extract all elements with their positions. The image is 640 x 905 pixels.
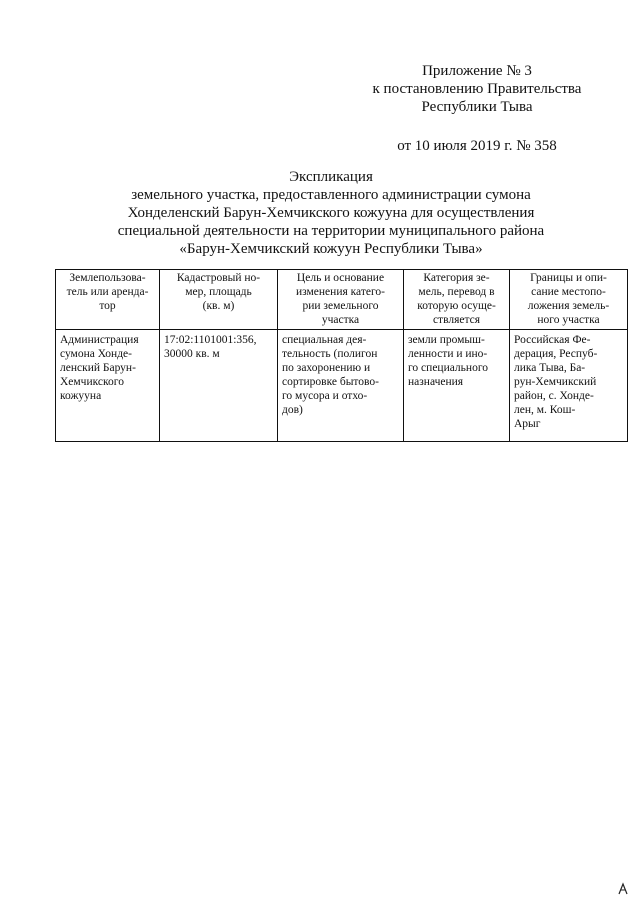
cell-land-category: земли промыш- ленности и ино- го специального назначения bbox=[404, 330, 510, 442]
explication-table bbox=[55, 269, 628, 442]
title-line-2: земельного участка, предоставленного администрации сумона bbox=[131, 187, 531, 203]
appendix-republic: Республики Тыва bbox=[421, 99, 533, 115]
appendix-block bbox=[352, 62, 602, 155]
header-land-category: Категория зе- мель, перевод в которую осуще- ствляется bbox=[404, 270, 510, 330]
cell-purpose: специальная дея- тельность (полигон по захоронению и сортировке бытово- го мусора и отхо- дов) bbox=[278, 330, 404, 442]
title-line-5: «Барун-Хемчикский кожуун Республики Тыва» bbox=[179, 241, 483, 257]
appendix-number: Приложение № 3 bbox=[422, 63, 532, 79]
table-row bbox=[56, 330, 628, 442]
corner-mark-icon bbox=[617, 882, 629, 896]
cell-land-user: Администрация сумона Хонде- ленский Барун- Хемчикского кожууна bbox=[56, 330, 160, 442]
table-header-row bbox=[56, 270, 628, 330]
header-boundaries: Границы и опи- сание местопо- ложения земель- ного участка bbox=[510, 270, 628, 330]
cell-cadastral-number: 17:02:1101001:356, 30000 кв. м bbox=[160, 330, 278, 442]
cell-boundaries: Российская Фе- дерация, Респуб- лика Тыва, Ба- рун-Хемчикский район, с. Хонде- лен, м. Кош- Арыг bbox=[510, 330, 628, 442]
title-line-4: специальной деятельности на территории муниципального района bbox=[117, 223, 545, 239]
header-land-user: Землепользова- тель или арендa- тор bbox=[56, 270, 160, 330]
header-purpose: Цель и основание изменения катего- рии земельного участка bbox=[278, 270, 404, 330]
appendix-date: от 10 июля 2019 г. № 358 bbox=[397, 138, 557, 154]
title-line-3: Хонделенский Барун-Хемчикского кожууна для осуществления bbox=[127, 205, 535, 221]
document-title bbox=[96, 168, 566, 258]
header-cadastral-number: Кадастровый но- мер, площадь (кв. м) bbox=[160, 270, 278, 330]
appendix-reference: к постановлению Правительства bbox=[372, 81, 582, 97]
title-heading: Экспликация bbox=[289, 169, 373, 185]
